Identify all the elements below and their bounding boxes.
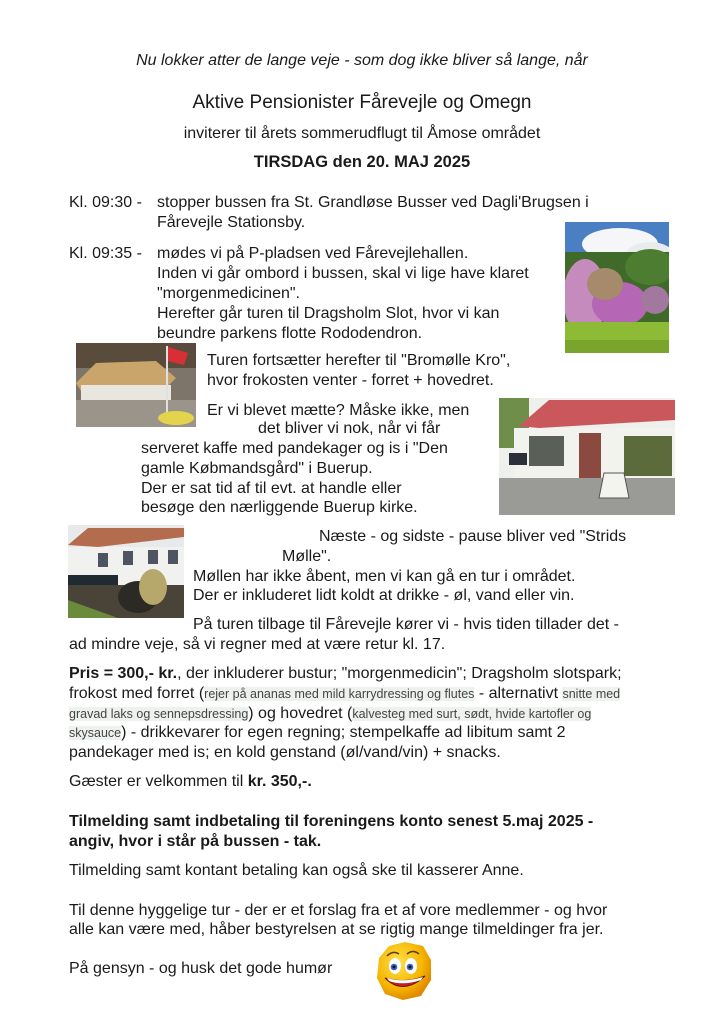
- cafe-text-line-2: det bliver vi nok, når vi får: [258, 420, 441, 437]
- registration-line-2: angiv, hvor i står på bussen - tak.: [69, 833, 322, 850]
- organization-title: Aktive Pensionister Fårevejle og Omegn: [192, 92, 532, 113]
- intro-line: Nu lokker atter de lange veje - som dog ikke bliver så lange, når: [136, 52, 588, 69]
- closing-line-1: Til denne hyggelige tur - der er et forslag fra et af vore medlemmer - og hvor: [69, 902, 608, 919]
- schedule-text-2-line-5: beundre parkens flotte Rododendron.: [157, 325, 423, 342]
- return-text-line-2: ad mindre veje, så vi regner med at være retur kl. 17.: [69, 636, 446, 653]
- price-line-1: [69, 664, 622, 684]
- price-text-1: , der inkluderer bustur; "morgenmedicin"; Dragsholm slotspark;: [177, 665, 622, 682]
- kro-text-line-1: Turen fortsætter herefter til "Bromølle Kro",: [207, 352, 511, 369]
- cafe-text-line-4: gamle Købmandsgård" i Buerup.: [141, 460, 373, 477]
- main-dish-part-1: kalvesteg med surt, sødt, hvide kartofler og: [352, 707, 592, 721]
- mill-text-line-3: Møllen har ikke åbent, men vi kan gå en tur i området.: [193, 568, 576, 585]
- farewell-line: På gensyn - og husk det gode humør: [69, 960, 333, 977]
- smiley-icon: [373, 940, 435, 1002]
- schedule-text-1-line-2: Fårevejle Stationsby.: [157, 214, 306, 231]
- alternative-dish-part-2: gravad laks og sennepsdressing: [69, 707, 249, 721]
- mill-text-line-2: Mølle".: [282, 548, 332, 565]
- price-line-5: pandekager med is; en kold genstand (øl/vand/vin) + snacks.: [69, 744, 501, 761]
- guest-price: kr. 350,-.: [247, 773, 312, 790]
- price-text-4: ) og hovedret (: [248, 705, 353, 722]
- cafe-text-line-6: besøge den nærliggende Buerup kirke.: [141, 499, 418, 516]
- price-text-5: ) - drikkevarer for egen regning; stempelkaffe ad libitum samt 2: [121, 724, 566, 741]
- cash-payment-line: Tilmelding samt kontant betaling kan også ske til kasserer Anne.: [69, 862, 524, 879]
- cafe-text-line-3: serveret kaffe med pandekager og is i "Den: [141, 440, 448, 457]
- bromolle-kro-photo: [76, 343, 196, 427]
- schedule-text-2-line-1: mødes vi på P-pladsen ved Fårevejlehallen.: [157, 245, 469, 262]
- closing-line-2: alle kan være med, håber bestyrelsen at se rigtig mange tilmeldinger fra jer.: [69, 921, 604, 938]
- return-text-line-1: På turen tilbage til Fårevejle kører vi - hvis tiden tillader det -: [193, 616, 619, 633]
- schedule-text-2-line-2: Inden vi går ombord i bussen, skal vi lige have klaret: [157, 265, 529, 282]
- alternative-dish-part-1: snitte med: [562, 687, 621, 701]
- schedule-text-2-line-4: Herefter går turen til Dragsholm Slot, hvor vi kan: [157, 305, 500, 322]
- price-text-2: frokost med forret (: [69, 685, 205, 702]
- event-date: TIRSDAG den 20. MAJ 2025: [253, 153, 471, 171]
- rhododendron-photo: [565, 222, 669, 353]
- price-label: Pris = 300,- kr.: [69, 665, 178, 682]
- price-line-4: [69, 723, 565, 743]
- cafe-text-line-5: Der er sat tid af til evt. at handle eller: [141, 480, 402, 497]
- mill-text-line-1: Næste - og sidste - pause bliver ved "Strids: [319, 528, 627, 545]
- guest-price-line: [69, 772, 312, 792]
- schedule-time-1: Kl. 09:30 -: [69, 194, 142, 211]
- kro-text-line-2: hvor frokosten venter - forret + hovedret.: [207, 372, 494, 389]
- strids-molle-photo: [68, 525, 184, 618]
- schedule-time-2: Kl. 09:35 -: [69, 245, 142, 262]
- guest-text: Gæster er velkommen til: [69, 773, 248, 790]
- registration-line-1: Tilmelding samt indbetaling til foreningens konto senest 5.maj 2025 -: [69, 813, 594, 830]
- price-text-3: - alternativt: [474, 685, 563, 702]
- invitation-line: inviterer til årets sommerudflugt til Åmose området: [183, 125, 541, 142]
- schedule-text-1-line-1: stopper bussen fra St. Grandløse Busser ved Dagli'Brugsen i: [157, 194, 589, 211]
- price-line-2: [69, 684, 620, 704]
- kobmandsgaard-photo: [499, 398, 675, 515]
- main-dish-part-2: skysauce: [69, 726, 122, 740]
- starter-dish: rejer på ananas med mild karrydressing og flutes: [204, 687, 475, 701]
- mill-text-line-4: Der er inkluderet lidt koldt at drikke - øl, vand eller vin.: [193, 587, 575, 604]
- cafe-text-line-1: Er vi blevet mætte? Måske ikke, men: [207, 402, 470, 419]
- schedule-text-2-line-3: "morgenmedicinen".: [157, 285, 300, 302]
- price-line-3: [69, 704, 591, 724]
